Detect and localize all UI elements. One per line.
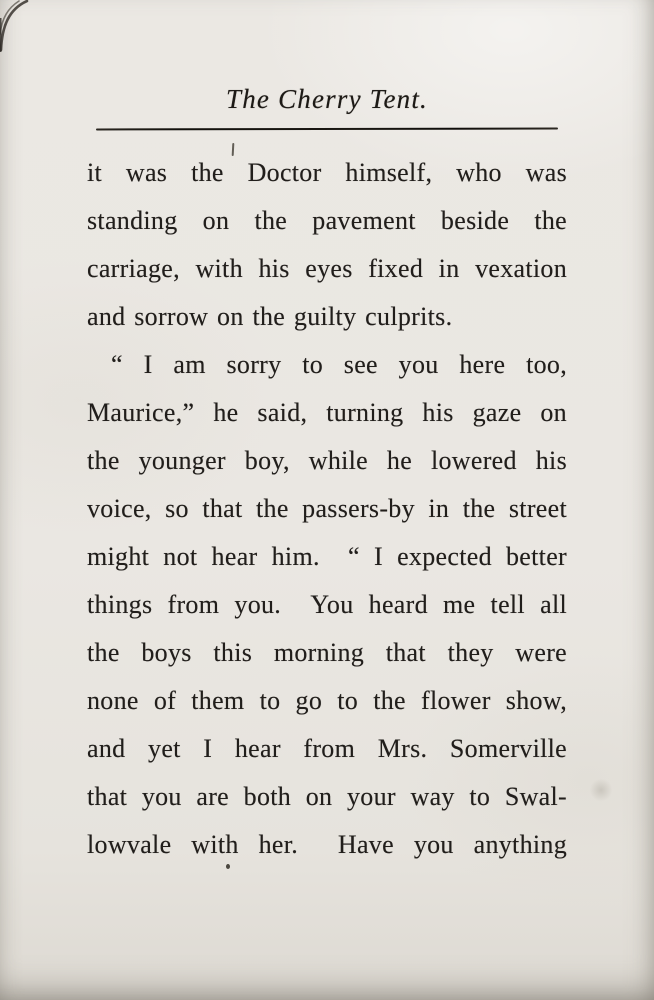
text-line: voice, so that the passers-by in the street [87,494,567,523]
text-line: “ I am sorry to see you here too, [111,350,567,379]
page-text [87,149,567,869]
running-header-title: The Cherry Tent. [226,84,428,114]
text-line: standing on the pavement beside the [87,206,567,235]
text-line: might not hear him. “ I expected better [87,542,567,571]
text-line: the boys this morning that they were [87,638,567,667]
paper-smudge [590,778,612,802]
header-rule [96,128,558,131]
text-line: carriage, with his eyes fixed in vexation [87,254,567,283]
ink-dot-mark [226,864,230,869]
text-line: none of them to go to the flower show, [87,686,567,715]
text-line: Maurice,” he said, turning his gaze on [87,398,567,427]
text-line: that you are both on your way to Swal- [87,782,567,811]
text-line: and sorrow on the guilty culprits. [87,302,453,331]
text-line: things from you. You heard me tell all [87,590,567,619]
page-curl-mark [0,0,40,56]
text-line: it was the Doctor himself, who was [87,158,567,187]
text-line: and yet I hear from Mrs. Somerville [87,734,567,763]
text-line: the younger boy, while he lowered his [87,446,567,475]
text-line: lowvale with her. Have you anything [87,830,567,859]
